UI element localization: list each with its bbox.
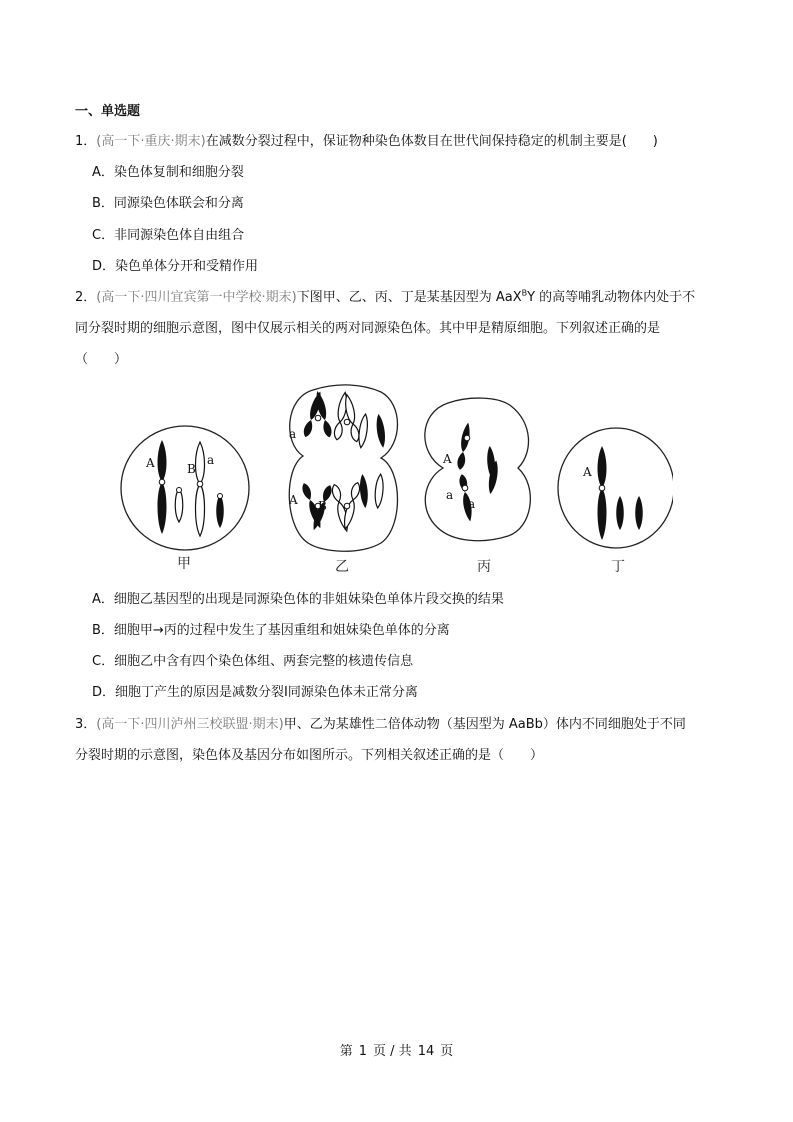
- q1-option-a: A．染色体复制和细胞分裂: [92, 165, 244, 180]
- gene-label: A: [146, 456, 155, 470]
- question-number: 2．: [75, 290, 97, 305]
- gene-label: a: [446, 488, 454, 502]
- gene-label: A: [443, 452, 452, 466]
- cell-jia: [121, 426, 249, 572]
- figure-caption: 丙: [477, 559, 491, 575]
- gene-label: a: [289, 427, 297, 441]
- gene-label: A: [289, 493, 298, 507]
- question-source: (高一下·四川宜宾第一中学校·期末): [96, 290, 297, 305]
- q2-option-d: D．细胞丁产生的原因是减数分裂Ⅰ同源染色体未正常分离: [92, 685, 418, 700]
- footer-suffix: 页: [440, 1044, 454, 1059]
- footer-prefix: 第: [339, 1044, 353, 1059]
- figure-caption: 丁: [611, 559, 625, 575]
- question-number: 1．: [75, 134, 97, 149]
- question-text: 甲、乙为某雄性二倍体动物（基因型为 AaBb）体内不同细胞处于不同: [283, 717, 686, 732]
- cell-division-figure: [113, 378, 673, 580]
- question-1-stem: [75, 133, 658, 151]
- gene-label: a: [468, 497, 476, 511]
- gene-label: B: [318, 499, 327, 513]
- cell-bing: [425, 398, 531, 575]
- gene-label: a: [207, 453, 215, 467]
- question-number: 3．: [75, 717, 97, 732]
- section-title: 一、单选题: [75, 104, 141, 119]
- footer-mid: 页 / 共: [373, 1044, 412, 1059]
- total-pages: 14: [417, 1044, 435, 1059]
- question-text: 下图甲、乙、丙、丁是某基因型为 AaX: [296, 290, 522, 305]
- question-2-stem-line2: 同分裂时期的细胞示意图，图中仅展示相关的两对同源染色体。其中甲是精原细胞。下列叙述正确的是: [75, 321, 661, 336]
- question-2-stem-line3: （ ）: [75, 352, 128, 367]
- q2-option-b: B．细胞甲→丙的过程中发生了基因重组和姐妹染色单体的分离: [92, 623, 450, 638]
- figure-caption: 乙: [335, 559, 349, 575]
- question-source: (高一下·重庆·期末): [96, 134, 206, 149]
- question-text-cont: Y 的高等哺乳动物体内处于不: [527, 290, 696, 305]
- gene-label: A: [583, 465, 592, 479]
- gene-label: B: [187, 462, 196, 476]
- page-footer: [0, 1040, 793, 1059]
- q2-option-c: C．细胞乙中含有四个染色体组、两套完整的核遗传信息: [92, 654, 414, 669]
- question-2-stem: [75, 289, 695, 307]
- genotype-superscript: B: [521, 288, 528, 298]
- question-3-stem: [75, 716, 686, 734]
- cell-ding: [558, 428, 673, 575]
- question-3-stem-line2: 分裂时期的示意图，染色体及基因分布如图所示。下列相关叙述正确的是（ ）: [75, 748, 544, 763]
- q1-option-b: B．同源染色体联会和分离: [92, 196, 244, 211]
- cell-yi: [288, 385, 398, 575]
- q1-option-c: C．非同源染色体自由组合: [92, 228, 245, 243]
- q2-option-a: A．细胞乙基因型的出现是同源染色体的非姐妹染色单体片段交换的结果: [92, 592, 504, 607]
- current-page: 1: [358, 1044, 368, 1059]
- question-source: (高一下·四川泸州三校联盟·期末): [96, 717, 284, 732]
- q1-option-d: D．染色单体分开和受精作用: [92, 259, 259, 274]
- figure-caption: 甲: [177, 556, 191, 572]
- question-text: 在减数分裂过程中，保证物种染色体数目在世代间保持稳定的机制主要是( ): [205, 134, 658, 149]
